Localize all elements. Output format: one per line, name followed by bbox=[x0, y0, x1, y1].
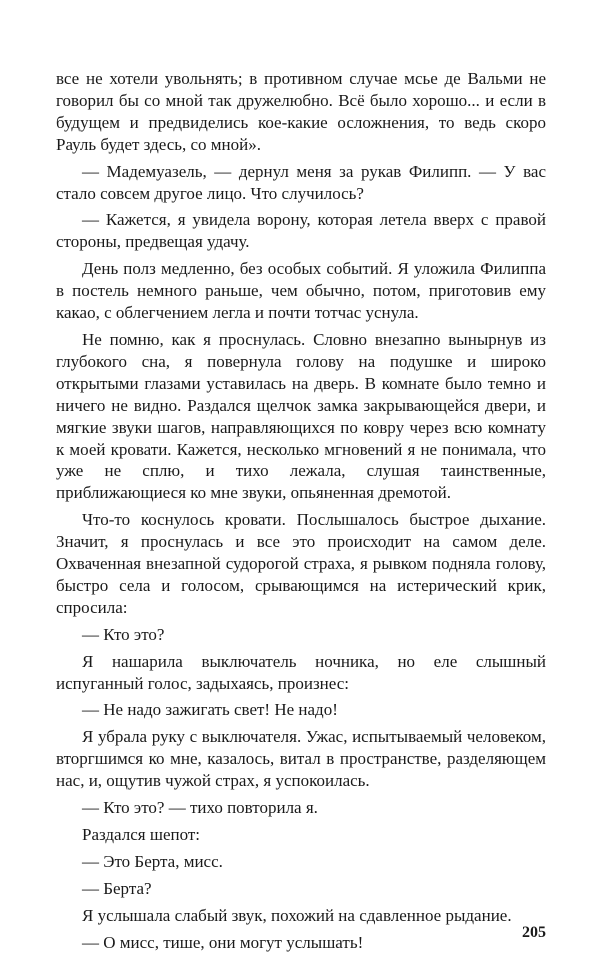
paragraph: все не хотели увольнять; в противном случае мсье де Вальми не говорил бы со мной так дружелюбно. Всё было хорошо... и если в будущем и предвиделись кое-какие осложнения, то ведь скоро Рауль будет здесь, со мной». bbox=[56, 69, 546, 154]
paragraph: — Это Берта, мисс. bbox=[82, 851, 223, 871]
paragraph: День полз медленно, без особых событий. Я уложила Филиппа в постель немного раньше, чем обычно, потом, приготовив ему какао, с облегчением легла и почти тотчас уснула. bbox=[56, 259, 546, 323]
paragraph: Я услышала слабый звук, похожий на сдавленное рыдание. bbox=[82, 905, 512, 925]
paragraph: Не помню, как я проснулась. Словно внезапно вынырнув из глубокого сна, я повернула голову на подушке и широко открытыми глазами уставилась на дверь. В комнате было темно и ничего не видно. Раздался щелчок замка закрывающейся двери, и мягкие звуки шагов, направляющихся по ковру через всю комнату к моей кровати. Кажется, несколько мгновений я не понимала, что уже не сплю, и тихо лежала, слушая таинственные, приближающиеся ко мне звуки, опьяненная дремотой. bbox=[56, 329, 546, 503]
paragraph: — Кто это? bbox=[82, 624, 165, 644]
paragraph: — О мисс, тише, они могут услышать! bbox=[82, 932, 364, 952]
paragraph: Что-то коснулось кровати. Послышалось быстрое дыхание. Значит, я проснулась и все это происходит на самом деле. Охваченная внезапной судорогой страха, я рывком подняла голову, быстро села и голосом, срывающимся на истерический крик, спросила: bbox=[56, 510, 546, 617]
paragraph: — Мадемуазель, — дернул меня за рукав Филипп. — У вас стало совсем другое лицо. Что случилось? bbox=[56, 161, 546, 203]
paragraph: Я нашарила выключатель ночника, но еле слышный испуганный голос, задыхаясь, произнес: bbox=[56, 651, 546, 693]
page-body bbox=[56, 68, 546, 959]
paragraph: — Не надо зажигать свет! Не надо! bbox=[82, 700, 338, 720]
paragraph: — Берта? bbox=[82, 878, 152, 898]
paragraph: Я убрала руку с выключателя. Ужас, испытываемый человеком, вторгшимся ко мне, казалось, витал в пространстве, разделяющем нас, и, ощутив чужой страх, я успокоилась. bbox=[56, 727, 546, 791]
paragraph: — Кажется, я увидела ворону, которая летела вверх с правой стороны, предвещая удачу. bbox=[56, 210, 546, 252]
paragraph: Раздался шепот: bbox=[82, 825, 201, 844]
page-number: 205 bbox=[522, 924, 546, 941]
paragraph: — Кто это? — тихо повторила я. bbox=[82, 798, 318, 818]
